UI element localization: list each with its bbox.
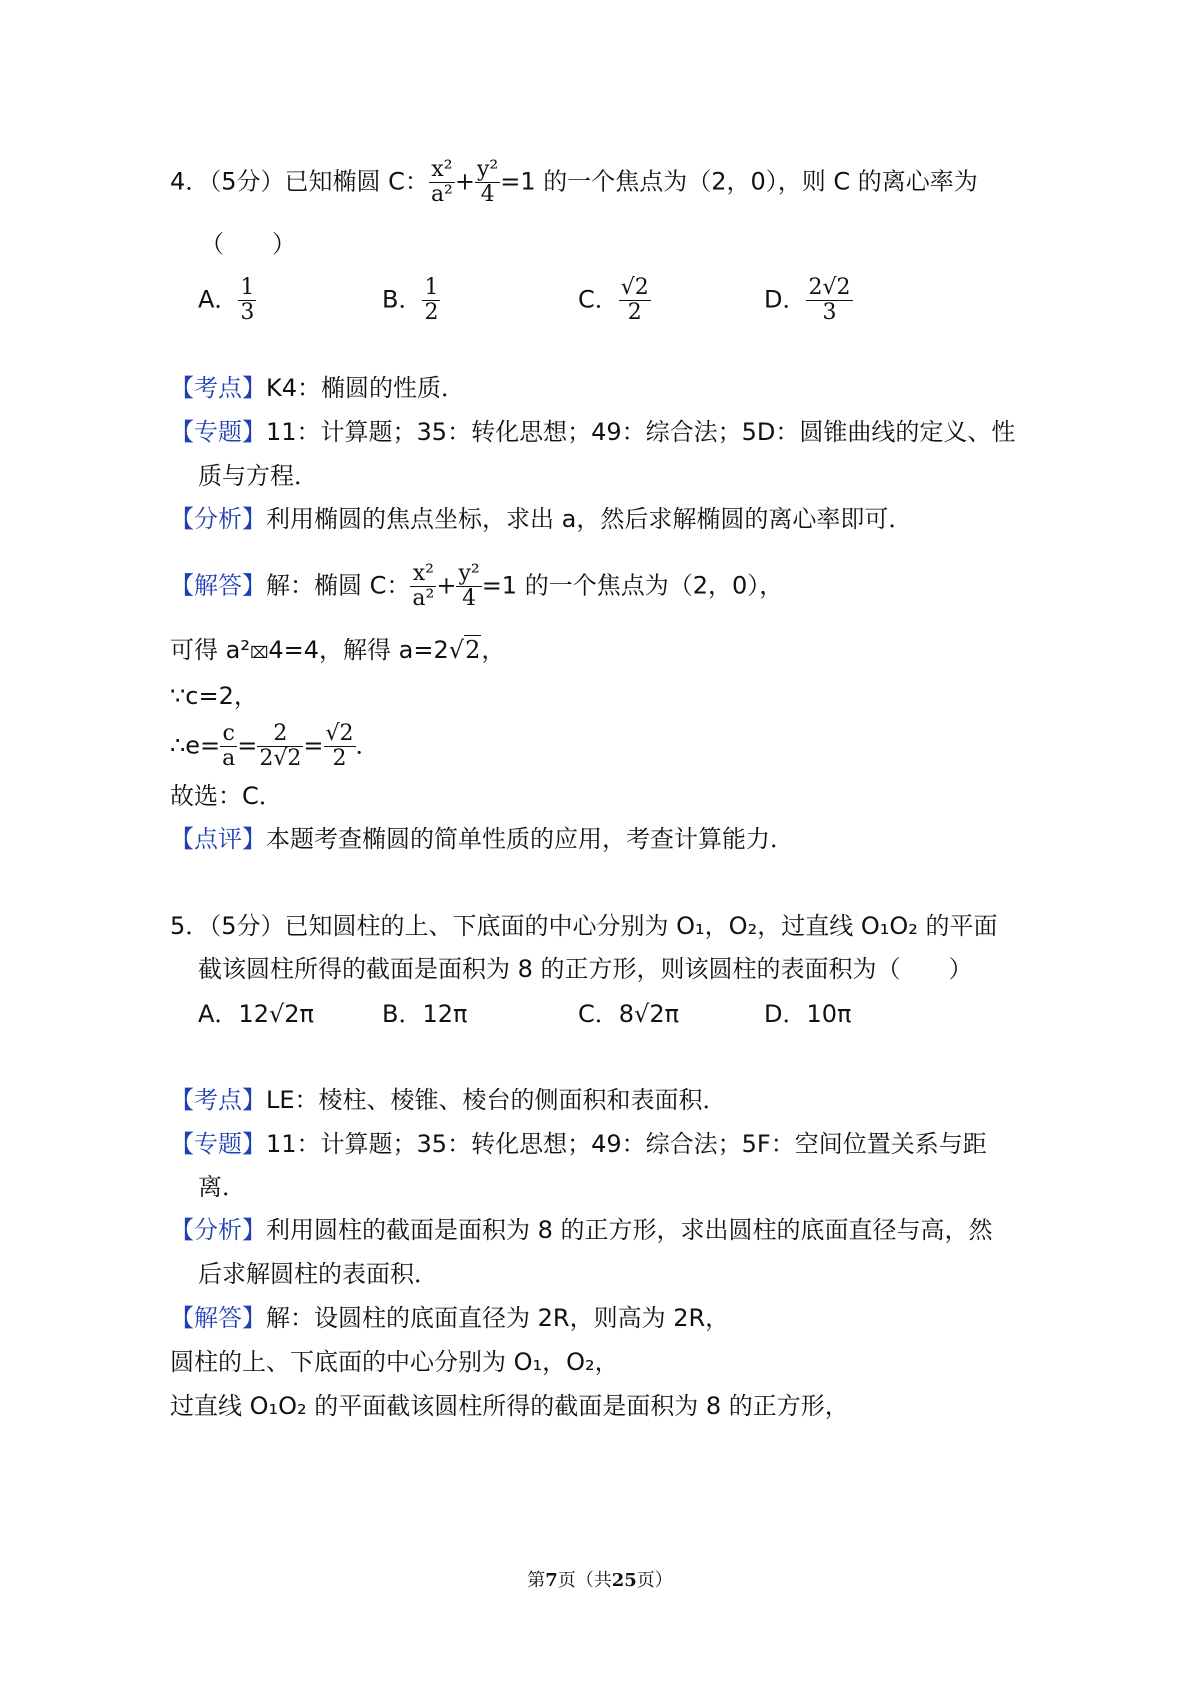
q4-frac-x — [429, 158, 455, 207]
q4-frac-x-den: a² — [430, 182, 453, 207]
q4-jieda-frac-x — [410, 562, 436, 611]
q5-jieda-tag: 【解答】 — [170, 1304, 266, 1332]
q5-option-b-label: B． — [382, 1000, 423, 1028]
q5-line-a: 圆柱的上、下底面的中心分别为 O₁，O₂， — [170, 1348, 619, 1376]
q4-jieda-frac-x-num: x² — [410, 562, 436, 587]
q4-step-2: ∵c=2， — [170, 682, 258, 710]
q5-option-d — [764, 998, 851, 1030]
q4-step-1: 可得 a²⌧4=4，解得 a=2√2， — [170, 636, 506, 664]
q4-step-3 — [170, 722, 380, 771]
q4-option-a — [198, 276, 256, 325]
q4-option-a-num: 1 — [240, 275, 255, 300]
q4-option-d-frac — [806, 276, 852, 325]
q4-jieda-frac-x-den: a² — [412, 586, 435, 611]
q4-guxuan: 故选：C． — [170, 782, 283, 810]
q5-jieda-text: 解：设圆柱的底面直径为 2R，则高为 2R， — [266, 1304, 730, 1332]
q5-option-c-label: C． — [578, 1000, 619, 1028]
q5-fenxi — [170, 1214, 993, 1246]
q5-option-d-text: 10π — [806, 1000, 852, 1028]
q4-dianping-text: 本题考查椭圆的简单性质的应用，考查计算能力． — [266, 825, 794, 853]
q4-fenxi-text: 利用椭圆的焦点坐标，求出 a，然后求解椭圆的离心率即可． — [266, 505, 913, 533]
q4-option-c-num: √2 — [620, 275, 649, 300]
q5-option-d-label: D． — [764, 1000, 807, 1028]
q5-fenxi-cont: 后求解圆柱的表面积． — [198, 1260, 438, 1288]
q4-fenxi — [170, 503, 912, 535]
q4-jieda-frac-y-num: y² — [458, 561, 480, 586]
q4-zhuanti-tag: 【专题】 — [170, 418, 266, 446]
footer-mid: 页（共 — [557, 1570, 612, 1591]
q4-step-1-glyph: ⌧ — [249, 643, 269, 662]
q4-step-3-eq-2: = — [303, 731, 324, 760]
q4-zhuanti-text-1: 11：计算题；35：转化思想；49：综合法；5D：圆锥曲线的定义、性 — [266, 418, 1016, 446]
q4-option-c-label: C． — [578, 285, 619, 314]
q4-step-3-frac-2 — [257, 722, 303, 771]
q4-jieda-frac-y — [456, 562, 481, 611]
q4-frac-x-num: x² — [429, 158, 455, 183]
q5-fenxi-text-1: 利用圆柱的截面是面积为 8 的正方形，求出圆柱的底面直径与高，然 — [266, 1216, 993, 1244]
q5-kaodian-tag: 【考点】 — [170, 1086, 266, 1114]
q4-option-c — [578, 276, 651, 325]
q4-fenxi-tag: 【分析】 — [170, 505, 266, 533]
q4-step-3-frac-2-den: 2√2 — [259, 746, 302, 771]
q4-zhuanti — [170, 416, 1015, 448]
q5-stem-2: 截该圆柱所得的截面是面积为 8 的正方形，则该圆柱的表面积为（ ） — [198, 955, 973, 983]
q4-blank: （ ） — [200, 230, 296, 258]
q4-step-3-frac-1-den: a — [222, 746, 236, 771]
q5-kaodian — [170, 1084, 727, 1116]
footer-post: 页） — [636, 1570, 673, 1591]
q4-frac-y — [475, 158, 500, 207]
q5-option-b-text: 12π — [422, 1000, 468, 1028]
q4-jieda-suffix: =1 的一个焦点为（2，0）， — [481, 571, 784, 600]
q5-zhuanti-text-1: 11：计算题；35：转化思想；49：综合法；5F：空间位置关系与距 — [266, 1130, 987, 1158]
q4-dianping-tag: 【点评】 — [170, 825, 266, 853]
q4-stem-prefix: 4．（5分）已知椭圆 C： — [170, 167, 429, 196]
q4-option-b-frac — [422, 276, 440, 325]
footer-pre: 第 — [527, 1570, 546, 1591]
q5-option-b — [382, 998, 467, 1030]
q4-stem — [170, 158, 978, 207]
q4-step-3-frac-1 — [220, 722, 237, 771]
q4-option-a-label: A． — [198, 285, 239, 314]
q4-step-3-frac-1-num: c — [220, 722, 237, 747]
q4-option-b-label: B． — [382, 285, 423, 314]
q5-option-a — [198, 998, 314, 1030]
q4-step-3-frac-2-num: 2 — [257, 722, 303, 747]
q4-option-b-den: 2 — [424, 300, 439, 325]
q4-option-a-den: 3 — [240, 300, 255, 325]
q5-zhuanti-tag: 【专题】 — [170, 1130, 266, 1158]
q4-stem-suffix: =1 的一个焦点为（2，0），则 C 的离心率为 — [500, 167, 978, 196]
page-footer — [0, 1566, 1200, 1592]
q4-step-3-frac-3-num: √2 — [325, 721, 354, 746]
q5-jieda — [170, 1302, 729, 1334]
q4-jieda-frac-y-den: 4 — [462, 586, 477, 611]
q5-option-a-text: 12√2π — [238, 1000, 314, 1028]
q4-step-3-end: ． — [355, 731, 380, 760]
q4-option-d-den: 3 — [822, 300, 837, 325]
q4-jieda-prefix: 解：椭圆 C： — [266, 571, 411, 600]
q4-kaodian-tag: 【考点】 — [170, 374, 266, 402]
q4-option-b-num: 1 — [424, 275, 439, 300]
q5-kaodian-text: LE：棱柱、棱锥、棱台的侧面积和表面积． — [266, 1086, 727, 1114]
q4-step-1-end: ， — [481, 636, 506, 664]
q4-frac-y-num: y² — [476, 157, 499, 182]
q4-option-a-frac — [238, 276, 256, 325]
q5-line-b: 过直线 O₁O₂ 的平面截该圆柱所得的截面是面积为 8 的正方形， — [170, 1392, 849, 1420]
footer-total-pages: 25 — [611, 1570, 637, 1591]
q5-fenxi-tag: 【分析】 — [170, 1216, 266, 1244]
q4-option-d — [764, 276, 853, 325]
q4-dianping — [170, 823, 794, 855]
q4-step-3-eq-1: = — [237, 731, 258, 760]
q4-option-d-label: D． — [764, 285, 807, 314]
q5-zhuanti-cont: 离． — [198, 1173, 246, 1201]
q4-option-c-den: 2 — [627, 300, 642, 325]
q4-zhuanti-cont: 质与方程． — [198, 462, 318, 490]
q4-frac-y-den: 4 — [480, 182, 495, 207]
q5-zhuanti — [170, 1128, 987, 1160]
q4-step-3-frac-3-den: 2 — [332, 746, 347, 771]
q4-jieda-tag: 【解答】 — [170, 571, 266, 600]
q4-kaodian-text: K4：椭圆的性质． — [266, 374, 466, 402]
q5-stem-1: 5．（5分）已知圆柱的上、下底面的中心分别为 O₁，O₂，过直线 O₁O₂ 的平面 — [170, 912, 998, 940]
q4-jieda — [170, 562, 783, 611]
q4-step-1-rad: 2 — [465, 636, 481, 664]
q4-jieda-plus: + — [436, 571, 457, 600]
q4-step-1-prefix: 可得 a² — [170, 636, 250, 664]
q5-option-c-text: 8√2π — [618, 1000, 680, 1028]
q4-step-3-prefix: ∴e= — [170, 731, 221, 760]
q4-step-1-mid: 4=4，解得 a=2 — [268, 636, 449, 664]
q4-option-c-frac — [619, 276, 651, 325]
q5-option-c — [578, 998, 679, 1030]
q4-plus: + — [454, 167, 475, 196]
q5-option-a-label: A． — [198, 1000, 239, 1028]
q4-option-d-num: 2√2 — [808, 275, 851, 300]
q4-kaodian — [170, 372, 465, 404]
q4-step-3-frac-3 — [324, 722, 356, 771]
footer-page-number: 7 — [545, 1570, 558, 1591]
q4-option-b — [382, 276, 440, 325]
